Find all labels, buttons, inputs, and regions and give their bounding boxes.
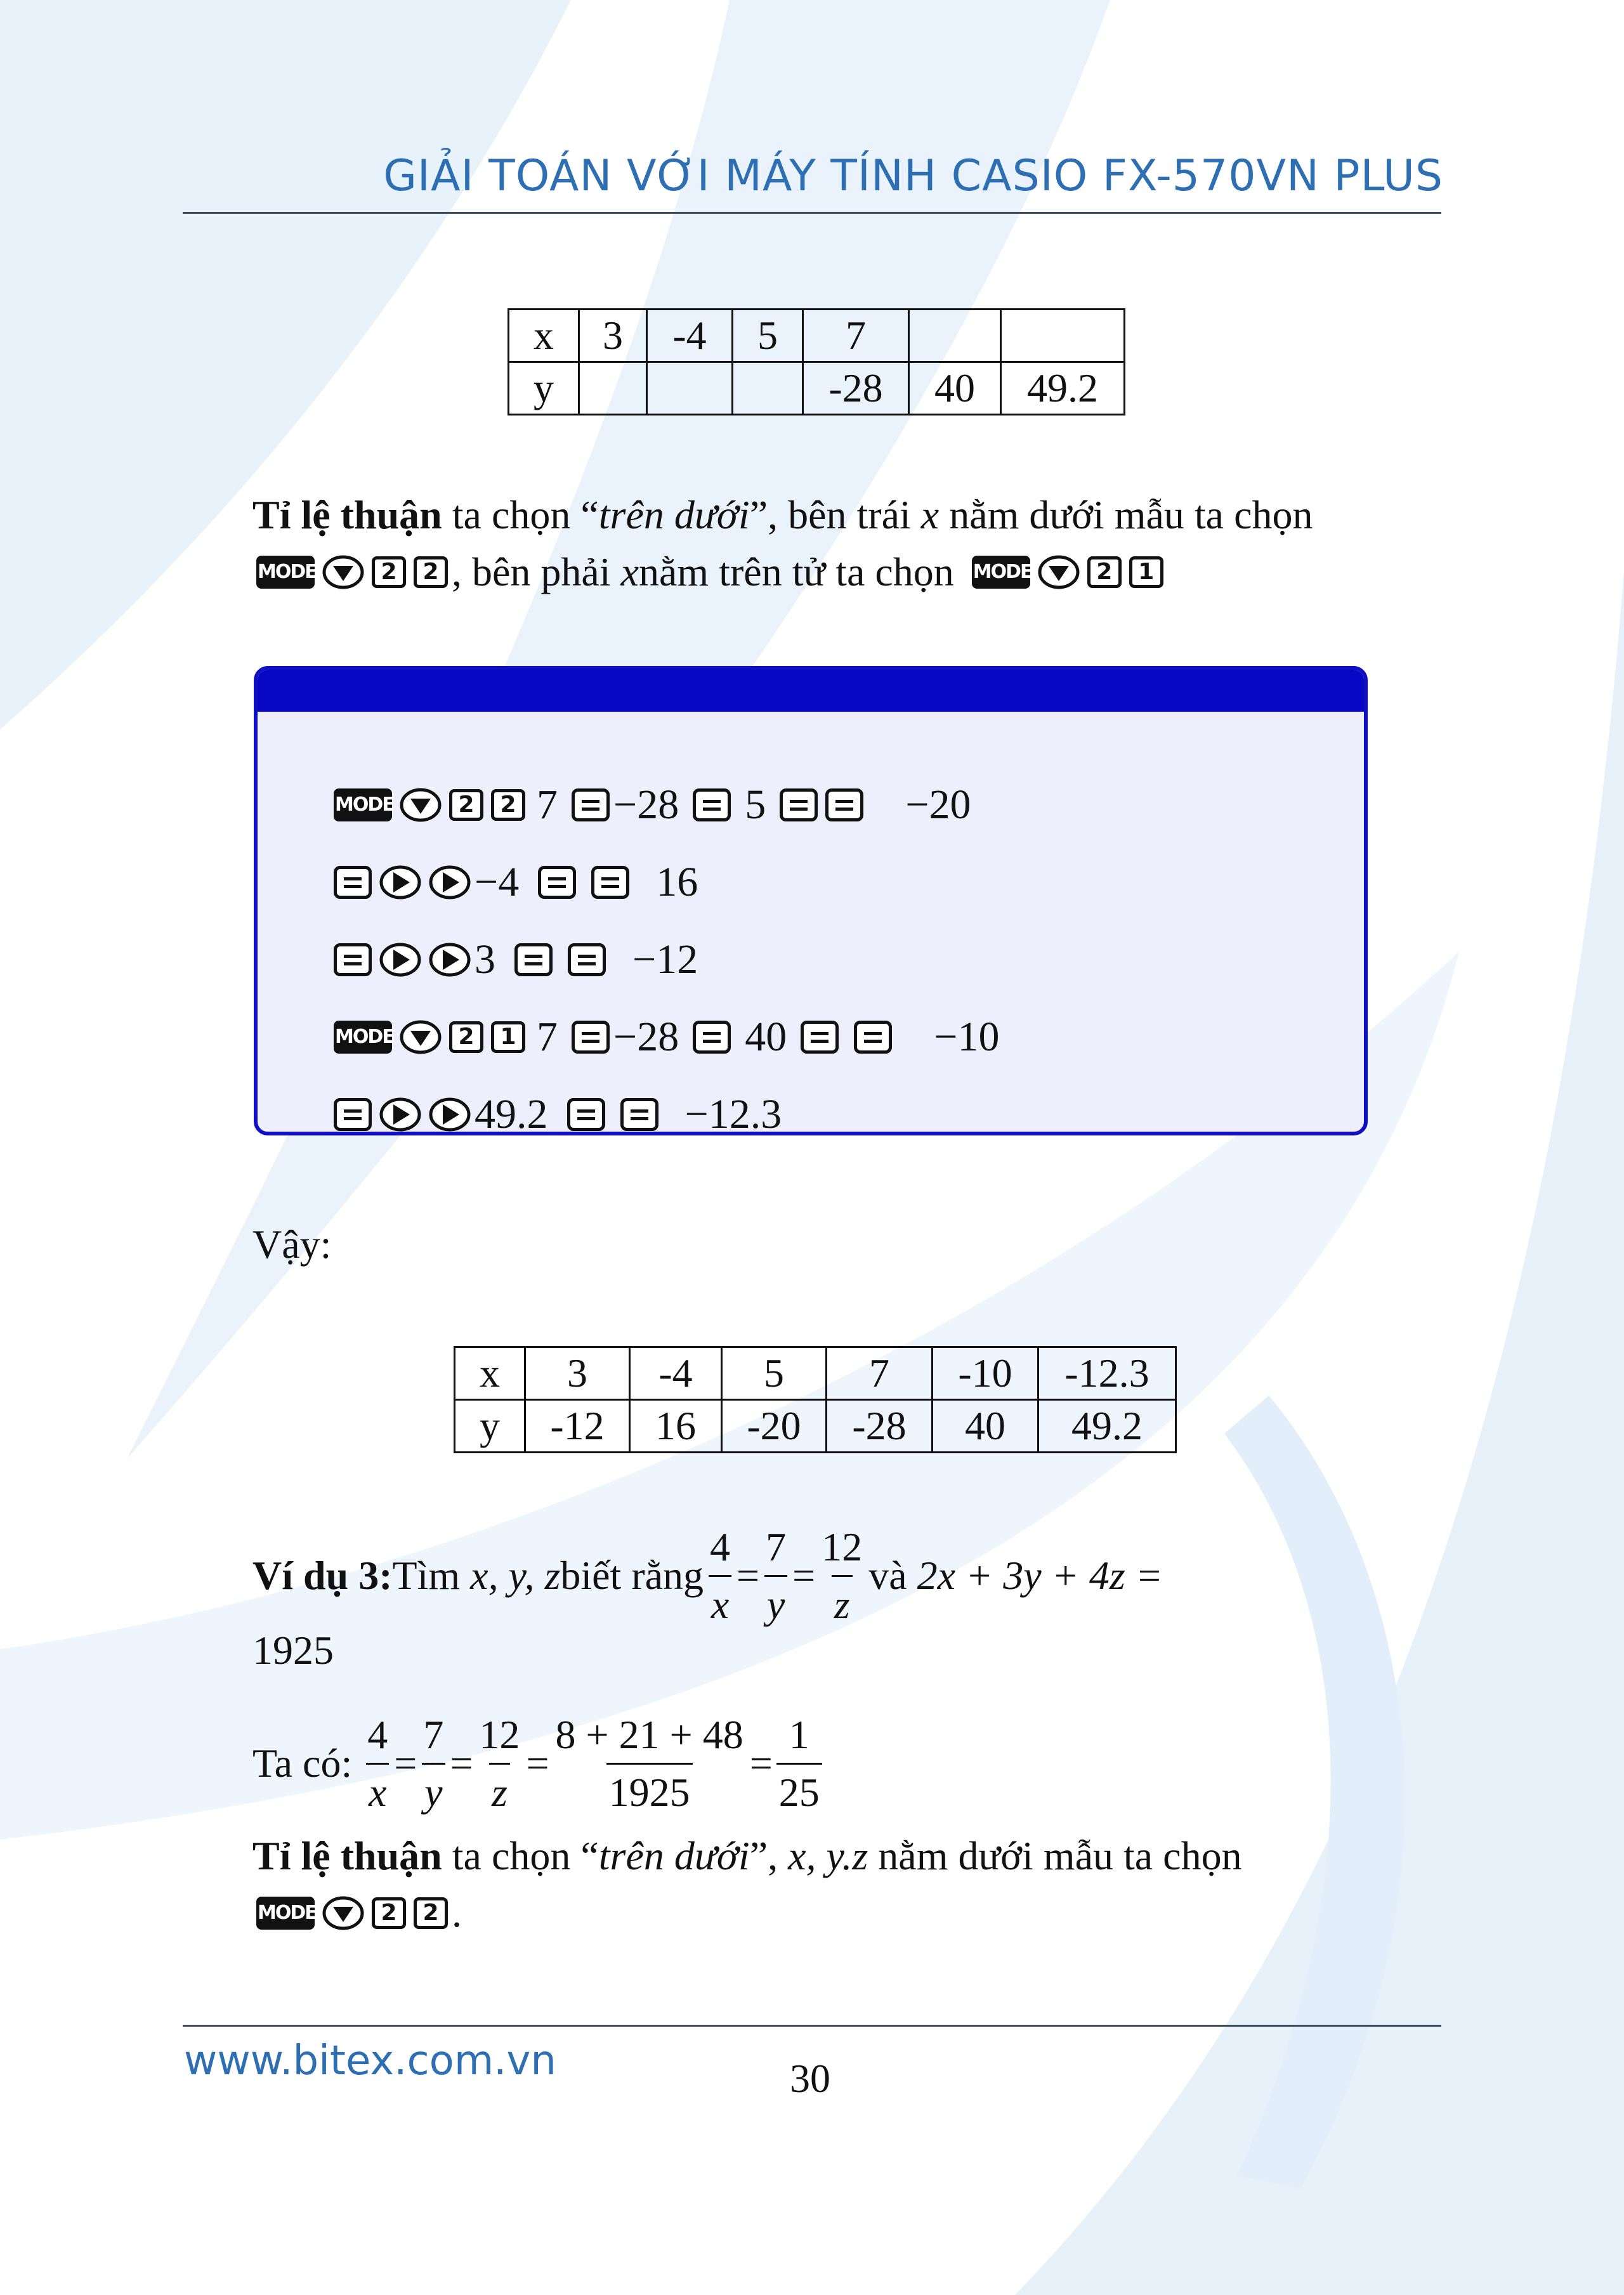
input-value: 7: [537, 1014, 558, 1060]
result-value: −20: [905, 781, 971, 828]
result-value: −12.3: [684, 1091, 782, 1135]
example-3: [252, 1519, 1163, 1633]
denominator: y: [422, 1763, 445, 1818]
equals-key-icon: [514, 943, 553, 976]
down-key-icon: [322, 554, 364, 590]
down-key-icon: [400, 1019, 442, 1055]
step-row: [330, 776, 971, 834]
working: [252, 1706, 826, 1821]
denominator: z: [489, 1763, 510, 1818]
denominator: 25: [776, 1763, 822, 1818]
equals-key-icon: [567, 1098, 605, 1131]
down-key-icon: [322, 1895, 364, 1931]
table-cell: 3: [525, 1347, 630, 1400]
text: ta chọn “: [442, 1833, 599, 1878]
key-1-icon: 1: [491, 1021, 525, 1053]
math-var: x, y.z: [788, 1833, 868, 1878]
right-key-icon: [379, 942, 421, 978]
text: ”,: [749, 1833, 789, 1878]
table-cell: [647, 362, 733, 415]
right-key-icon: [379, 865, 421, 900]
table-row: [455, 1347, 1176, 1400]
paragraph-proportional-2: [252, 1827, 1242, 1885]
table-cell: [733, 362, 803, 415]
text: nằm trên tử ta chọn: [639, 549, 954, 594]
numerator: 12: [822, 1524, 863, 1569]
input-value: 7: [537, 781, 558, 828]
paragraph-proportional: [252, 486, 1313, 544]
table-cell: [909, 310, 1001, 362]
text: và: [868, 1553, 907, 1598]
text: Tìm: [392, 1553, 461, 1598]
right-key-icon: [379, 1097, 421, 1132]
numerator: 4: [710, 1524, 731, 1569]
table-cell: [1001, 310, 1125, 362]
paragraph-proportional-2-keys: [252, 1884, 462, 1942]
input-value: −28: [613, 1014, 679, 1060]
key-2-icon: 2: [414, 556, 448, 588]
input-value: 40: [745, 1014, 787, 1060]
numerator: 12: [479, 1711, 520, 1757]
table-row: [509, 362, 1125, 415]
table-cell: 7: [827, 1347, 933, 1400]
numerator: 7: [423, 1711, 444, 1757]
panel-header-bar: [258, 670, 1364, 712]
footer-divider: [183, 2025, 1441, 2027]
conclusion-label: Vậy:: [252, 1222, 332, 1267]
math-var: x, y, z: [470, 1553, 561, 1598]
key-2-icon: 2: [449, 789, 483, 821]
key-2-icon: 2: [1087, 556, 1122, 588]
equals-key-icon: [568, 943, 606, 976]
text: ta chọn “: [442, 492, 599, 537]
text: biết rằng: [560, 1553, 704, 1598]
text: nằm dưới mẫu ta chọn: [868, 1833, 1242, 1878]
equals-sign: =: [450, 1741, 473, 1786]
input-value: 3: [475, 936, 495, 983]
table-cell: 40: [933, 1400, 1038, 1453]
mode-key-icon: MODE: [334, 788, 392, 821]
denominator: x: [366, 1763, 389, 1818]
equals-sign: =: [526, 1741, 549, 1786]
table-cell: -10: [933, 1347, 1038, 1400]
equals-key-icon: [825, 788, 863, 821]
down-key-icon: [400, 787, 442, 823]
equals-key-icon: [591, 866, 629, 899]
mode-key-icon: MODE: [972, 556, 1030, 589]
example-3-continued: 1925: [252, 1628, 334, 1673]
input-value: 49.2: [475, 1091, 548, 1135]
equals-key-icon: [693, 788, 731, 821]
table-cell: -12: [525, 1400, 630, 1453]
denominator: 1925: [606, 1763, 693, 1818]
denominator: x: [709, 1575, 731, 1630]
equals-key-icon: [572, 1021, 610, 1054]
text: nằm dưới mẫu ta chọn: [939, 492, 1313, 537]
fraction: [707, 1522, 733, 1630]
equals-key-icon: [780, 788, 818, 821]
mode-key-icon: MODE: [256, 1897, 315, 1930]
denominator: z: [832, 1575, 853, 1630]
table-cell: 7: [803, 310, 909, 362]
table-cell: 3: [579, 310, 647, 362]
fraction: [365, 1710, 390, 1818]
table-cell: y: [509, 362, 579, 415]
text: ”, bên trái: [749, 492, 921, 537]
table-cell: -28: [827, 1400, 933, 1453]
right-key-icon: [429, 1097, 471, 1132]
table-cell: y: [455, 1400, 525, 1453]
step-row: [330, 931, 698, 988]
equals-sign: =: [394, 1741, 417, 1786]
table-cell: -4: [647, 310, 733, 362]
table-cell: 40: [909, 362, 1001, 415]
text: Ta có:: [252, 1741, 353, 1786]
result-value: −12: [632, 936, 698, 983]
input-value: −4: [475, 859, 520, 905]
table-cell: 5: [733, 310, 803, 362]
step-row: [330, 854, 698, 911]
result-value: −10: [934, 1014, 1000, 1060]
table-row: [509, 310, 1125, 362]
math-expression: 2x + 3y + 4z =: [917, 1553, 1163, 1598]
numerator: 7: [766, 1524, 787, 1569]
equals-key-icon: [801, 1021, 839, 1054]
key-2-icon: 2: [372, 1897, 406, 1929]
fraction: [553, 1710, 746, 1818]
table-cell: x: [509, 310, 579, 362]
math-var: x: [620, 549, 639, 594]
equals-key-icon: [334, 943, 372, 976]
equals-key-icon: [572, 788, 610, 821]
key-2-icon: 2: [372, 556, 406, 588]
equals-sign: =: [749, 1741, 773, 1786]
fraction: [763, 1522, 789, 1630]
mode-key-icon: MODE: [334, 1021, 392, 1054]
equals-key-icon: [620, 1098, 658, 1131]
key-1-icon: 1: [1129, 556, 1163, 588]
fraction: [776, 1710, 822, 1818]
key-2-icon: 2: [491, 789, 525, 821]
table-cell: 5: [722, 1347, 827, 1400]
fraction: [819, 1522, 865, 1630]
math-var: x: [920, 492, 940, 537]
header-divider: [183, 212, 1441, 214]
example-label: Ví dụ 3:: [252, 1553, 393, 1598]
table-cell: -12.3: [1038, 1347, 1176, 1400]
equals-key-icon: [693, 1021, 731, 1054]
table-cell: x: [455, 1347, 525, 1400]
paragraph-proportional-keys: [252, 543, 1167, 601]
table-cell: -4: [630, 1347, 722, 1400]
value-table-partial: [508, 308, 1125, 415]
key-2-icon: 2: [414, 1897, 448, 1929]
italic-term: trên dưới: [598, 1833, 750, 1878]
denominator: y: [764, 1575, 787, 1630]
fraction: [476, 1710, 522, 1818]
key-2-icon: 2: [449, 1021, 483, 1053]
table-cell: 16: [630, 1400, 722, 1453]
table-cell: 49.2: [1038, 1400, 1176, 1453]
input-value: 5: [745, 781, 766, 828]
numerator: 8 + 21 + 48: [555, 1711, 743, 1757]
down-key-icon: [1038, 554, 1080, 590]
header-title: GIẢI TOÁN VỚI MÁY TÍNH CASIO FX-570VN PLUS: [383, 151, 1443, 201]
value-table-complete: [454, 1346, 1177, 1453]
table-row: [455, 1400, 1176, 1453]
bold-term: Tỉ lệ thuận: [252, 1833, 442, 1878]
table-cell: -28: [803, 362, 909, 415]
mode-key-icon: MODE: [256, 556, 315, 589]
right-key-icon: [429, 865, 471, 900]
calculator-steps-panel: [254, 666, 1368, 1135]
table-cell: -20: [722, 1400, 827, 1453]
table-cell: 49.2: [1001, 362, 1125, 415]
result-value: 16: [656, 859, 698, 905]
equals-sign: =: [792, 1553, 816, 1598]
equals-key-icon: [538, 866, 576, 899]
page-number: 30: [790, 2056, 830, 2101]
bold-term: Tỉ lệ thuận: [252, 492, 442, 537]
input-value: −28: [613, 781, 679, 828]
italic-term: trên dưới: [598, 492, 750, 537]
numerator: 1: [789, 1711, 809, 1757]
step-row: [330, 1086, 782, 1135]
equals-sign: =: [737, 1553, 760, 1598]
equals-key-icon: [334, 866, 372, 899]
step-row: [330, 1009, 999, 1066]
table-cell: [579, 362, 647, 415]
website-link[interactable]: www.bitex.com.vn: [184, 2037, 556, 2084]
equals-key-icon: [334, 1098, 372, 1131]
text: .: [452, 1890, 462, 1935]
equals-key-icon: [854, 1021, 892, 1054]
right-key-icon: [429, 942, 471, 978]
text: , bên phải: [452, 549, 611, 594]
numerator: 4: [367, 1711, 388, 1757]
fraction: [421, 1710, 446, 1818]
